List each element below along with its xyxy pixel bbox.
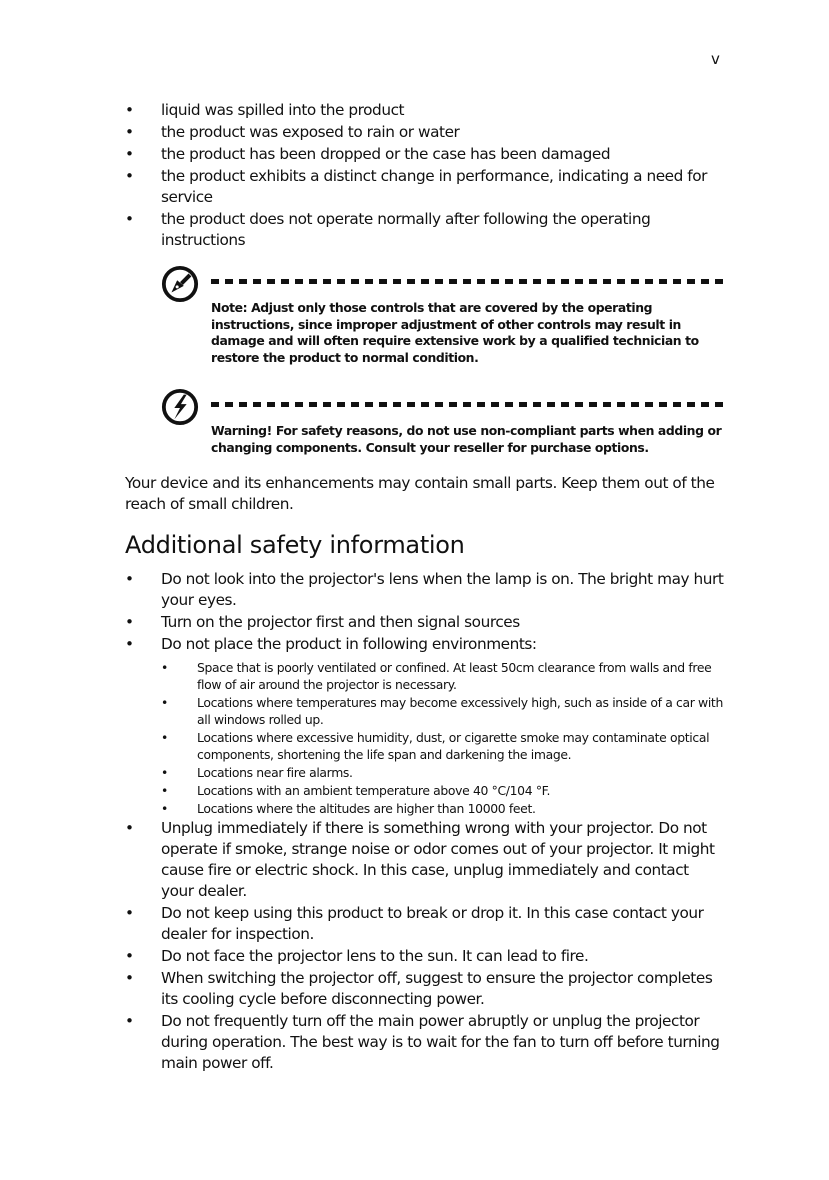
- list-item: • Do not frequently turn off the main power abruptly or unplug the projector during operation. The best way is to wait for the fan to turn off before turning main power off.: [125, 1012, 720, 1072]
- bullet-icon: •: [125, 613, 134, 631]
- service-conditions-list: [125, 100, 725, 251]
- page-body: [125, 100, 725, 1075]
- bullet-icon: •: [161, 730, 168, 745]
- divider: [211, 279, 725, 284]
- list-item: • the product was exposed to rain or water: [125, 123, 460, 141]
- small-parts-paragraph: Your device and its enhancements may contain small parts. Keep them out of the reach of small children.: [125, 474, 715, 513]
- list-item: • Locations near fire alarms.: [161, 765, 353, 780]
- list-item: • Do not keep using this product to break or drop it. In this case contact your dealer for inspection.: [125, 904, 704, 943]
- bullet-icon: •: [161, 801, 168, 816]
- list-item: • Do not face the projector lens to the sun. It can lead to fire.: [125, 947, 589, 965]
- bullet-icon: •: [125, 819, 134, 837]
- list-item: • When switching the projector off, suggest to ensure the projector completes its cooling cycle before disconnecting power.: [125, 969, 713, 1008]
- warning-callout: [161, 388, 725, 456]
- page-number: v: [711, 50, 720, 68]
- bullet-icon: •: [125, 101, 134, 119]
- list-item: • Unplug immediately if there is something wrong with your projector. Do not operate if smoke, strange noise or odor comes out of your projector. It might cause fire or electric shock. In this case, unplug immediately and contact your dealer.: [125, 819, 715, 900]
- bullet-icon: •: [125, 167, 134, 185]
- bullet-icon: •: [125, 635, 134, 653]
- list-item: • the product exhibits a distinct change in performance, indicating a need for service: [125, 167, 707, 206]
- note-pen-icon: [161, 265, 199, 303]
- bullet-icon: •: [125, 123, 134, 141]
- bullet-icon: •: [125, 904, 134, 922]
- list-item: • Locations where excessive humidity, dust, or cigarette smoke may contaminate optical components, shortening the life span and darkening the image.: [161, 730, 710, 762]
- list-item: • Space that is poorly ventilated or confined. At least 50cm clearance from walls and free flow of air around the projector is necessary.: [161, 660, 712, 692]
- bullet-icon: •: [161, 695, 168, 710]
- bullet-icon: •: [161, 765, 168, 780]
- divider: [211, 402, 725, 407]
- environments-list: [161, 659, 725, 817]
- warning-lightning-icon: [161, 388, 199, 426]
- list-item: • Locations where temperatures may become excessively high, such as inside of a car with all windows rolled up.: [161, 695, 723, 727]
- list-item: • Turn on the projector first and then signal sources: [125, 613, 520, 631]
- bullet-icon: •: [125, 570, 134, 588]
- list-item: • Locations where the altitudes are higher than 10000 feet.: [161, 801, 536, 816]
- bullet-icon: •: [125, 145, 134, 163]
- list-item: • Locations with an ambient temperature above 40 °C/104 °F.: [161, 783, 551, 798]
- bullet-icon: •: [125, 1012, 134, 1030]
- bullet-icon: •: [125, 969, 134, 987]
- bullet-icon: •: [125, 210, 134, 228]
- list-item: • Do not place the product in following environments: • Space that is poorly ventilated or confined. At least 50cm clearance from walls and free flow of air around the projector is necessary. • Locations where temperatures may become excessively high, such as inside of a car with all windows rolled up. • Locations where excessive humidity, dust, or cigarette smoke may contaminate optical components, shortening the life span and darkening the image. • Locations near fire alarms. • Locations with an ambient temperature above 40 °C/104 °F. • Locations where the altitudes are higher than 10000 feet.: [125, 634, 725, 817]
- safety-list: [125, 569, 725, 1074]
- list-item: • liquid was spilled into the product: [125, 101, 405, 119]
- bullet-icon: •: [125, 947, 134, 965]
- note-text: Note: Adjust only those controls that are covered by the operating instructions, since improper adjustment of other controls may result in damage and will often require extensive work by a qualified technician to restore the product to normal condition.: [211, 300, 699, 365]
- warning-text: Warning! For safety reasons, do not use non-compliant parts when adding or changing components. Consult your reseller for purchase options.: [211, 423, 722, 455]
- list-item: • Do not look into the projector's lens when the lamp is on. The bright may hurt your eyes.: [125, 570, 724, 609]
- list-item: • the product does not operate normally after following the operating instructions: [125, 210, 651, 249]
- note-callout: [161, 265, 725, 366]
- list-item: • the product has been dropped or the case has been damaged: [125, 145, 611, 163]
- section-heading: Additional safety information: [125, 531, 465, 559]
- bullet-icon: •: [161, 660, 168, 675]
- bullet-icon: •: [161, 783, 168, 798]
